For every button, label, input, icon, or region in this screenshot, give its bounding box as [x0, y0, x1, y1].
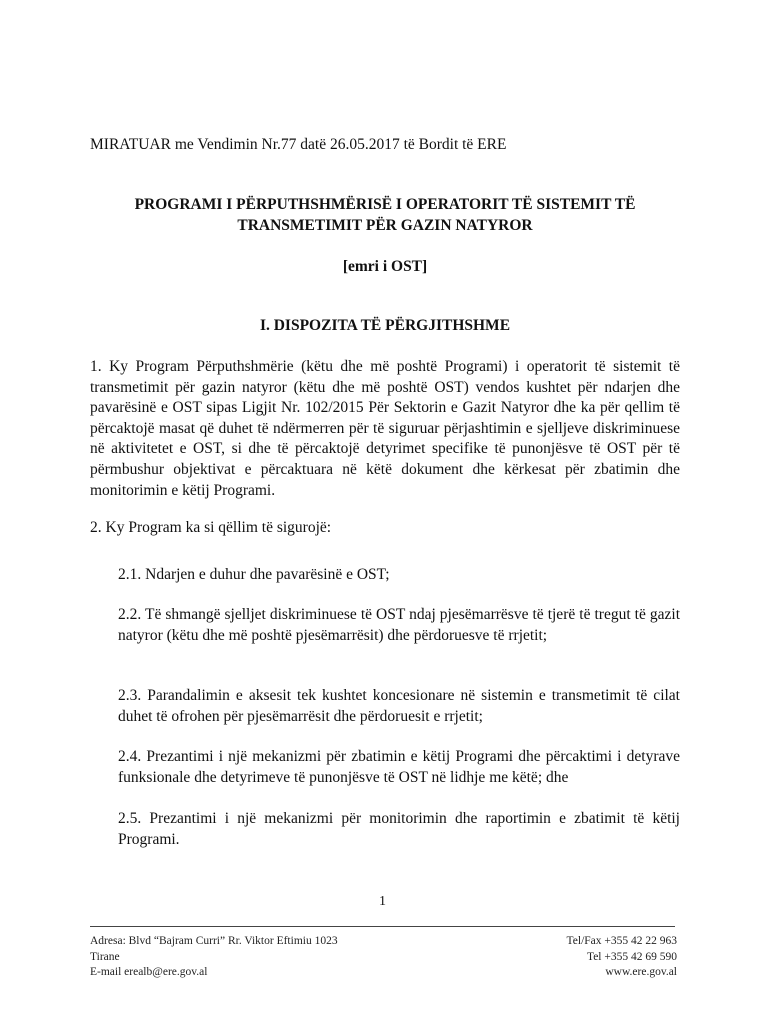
- footer-address-block: [90, 934, 338, 981]
- footer-email: E-mail erealb@ere.gov.al: [90, 966, 208, 978]
- paragraph-1: 1. Ky Program Përputhshmërie (këtu dhe më poshtë Programi) i operatorit të sistemit të transmetimit për gazin natyror (këtu dhe më poshtë OST) vendos kushtet për ndarjen dhe pavarësinë e OST sipas Ligjit Nr. 102/2015 Për Sektorin e Gazit Natyror dhe ka për qellim të përcaktojë masat që duhet të ndërmerren për të siguruar përjashtimin e sjelljeve diskriminuese në aktivitetet e OST, si dhe të përcaktojë detyrimet specifike të punonjësve të OST për të përmbushur objektivat e përcaktuara në këtë dokument dhe kërkesat për zbatimin dhe monitorimin e këtij Programi.: [90, 358, 680, 499]
- list-item-2-5: 2.5. Prezantimi i një mekanizmi për monitorimin dhe raportimin e zbatimit të këtij Programi.: [118, 810, 680, 848]
- footer-contact-block: [480, 934, 677, 981]
- document-title: PROGRAMI I PËRPUTHSHMËRISË I OPERATORIT TË SISTEMIT TË TRANSMETIMIT PËR GAZIN NATYROR: [134, 196, 636, 234]
- footer-website: www.ere.gov.al: [605, 966, 677, 978]
- footer-address: Adresa: Blvd “Bajram Curri” Rr. Viktor Eftimiu 1023: [90, 935, 338, 947]
- approval-line: MIRATUAR me Vendimin Nr.77 datë 26.05.2017 të Bordit të ERE: [90, 136, 507, 153]
- page-number: 1: [379, 894, 386, 909]
- list-item-2-2: 2.2. Të shmangë sjelljet diskriminuese të OST ndaj pjesëmarrësve të tjerë të tregut të gazit natyror (këtu dhe më poshtë pjesëmarrësit) dhe përdoruesve të rrjetit;: [118, 606, 680, 644]
- list-item-2-4: 2.4. Prezantimi i një mekanizmi për zbatimin e këtij Programi dhe përcaktimi i detyrave funksionale dhe detyrimeve të punonjësve të OST në lidhje me këtë; dhe: [118, 748, 680, 786]
- list-item-2-3: 2.3. Parandalimin e aksesit tek kushtet koncesionare në sistemin e transmetimit të cilat duhet të ofrohen për pjesëmarrësit dhe përdoruesit e rrjetit;: [118, 687, 680, 725]
- list-item-2-1: 2.1. Ndarjen e duhur dhe pavarësinë e OST;: [118, 566, 390, 583]
- footer-city: Tirane: [90, 950, 120, 963]
- footer-tel: Tel +355 42 69 590: [586, 950, 677, 963]
- section-heading: I. DISPOZITA TË PËRGJITHSHME: [259, 317, 511, 334]
- footer-telfax: Tel/Fax +355 42 22 963: [566, 935, 677, 947]
- footer-divider: [90, 926, 675, 927]
- document-subtitle: [emri i OST]: [342, 258, 428, 275]
- paragraph-2: 2. Ky Program ka si qëllim të sigurojë:: [90, 519, 332, 536]
